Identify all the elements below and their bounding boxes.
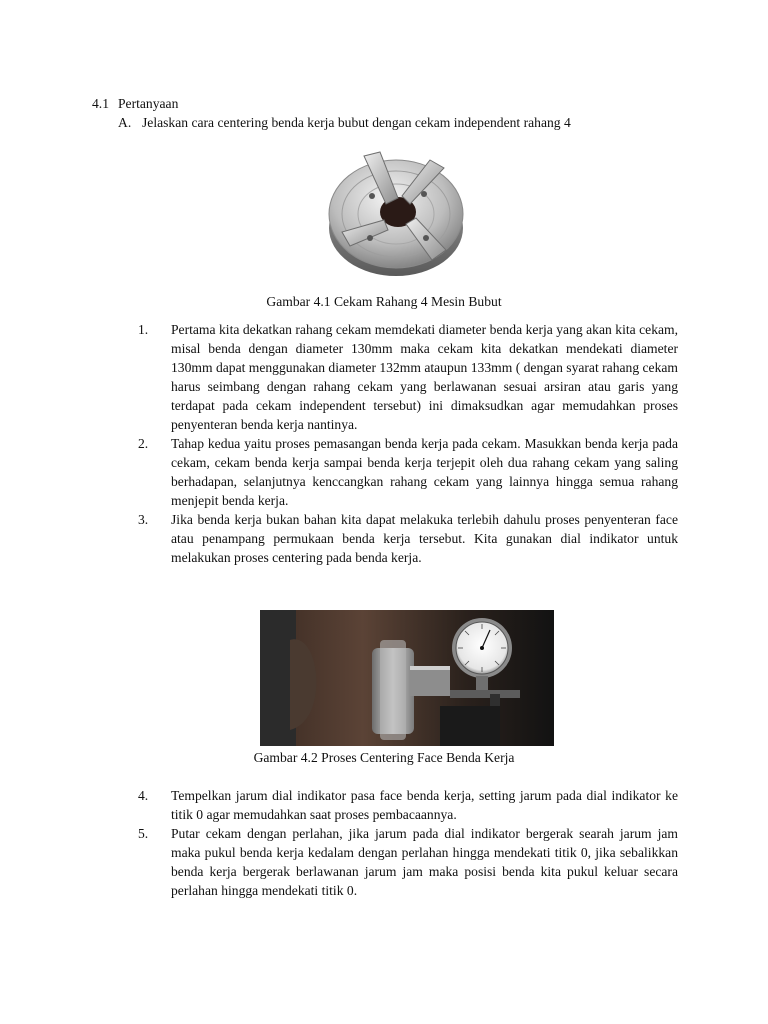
- list-number: 2.: [138, 436, 149, 451]
- list-text: Pertama kita dekatkan rahang cekam memdekati diameter benda kerja yang akan kita cekam, misal benda dengan diameter 130mm maka cekam kita dekatkan mendekati diameter 130mm dapat menggunakan diameter 132mm ataupun 133mm ( dengan syarat rahang cekam harus seimbang dengan rahang cekam yang berlawanan sesuai arsiran atau garis yang terdapat pada cekam independent tersebut) ini dimaksudkan agar memudahkan proses penyenteran benda kerja nantinya.: [171, 322, 678, 432]
- list-number: 1.: [138, 322, 149, 337]
- steps-list-2: [138, 786, 678, 900]
- list-text: Tahap kedua yaitu proses pemasangan benda kerja pada cekam. Masukkan benda kerja pada cekam, cekam benda kerja sampai benda kerja terjepit oleh dua rahang cekam yang saling berhadapan, selanjutnya kenccangkan rahang cekam yang lainnya hingga semua rahang menjepit benda kerja.: [171, 436, 678, 508]
- centering-photo: [260, 610, 554, 746]
- list-number: 3.: [138, 512, 149, 527]
- chuck-drawing: [326, 142, 466, 280]
- list-item: [138, 510, 678, 567]
- section-number: 4.1: [92, 96, 109, 111]
- list-number: 5.: [138, 826, 149, 841]
- question-letter: A.: [118, 115, 132, 130]
- chuck-image: [326, 142, 466, 280]
- list-item: [138, 320, 678, 434]
- list-item: [138, 434, 678, 510]
- steps-list-1: [138, 320, 678, 567]
- section-title: Pertanyaan: [118, 96, 179, 111]
- list-item: [138, 824, 678, 900]
- figure-2-caption: Gambar 4.2 Proses Centering Face Benda Kerja: [253, 750, 515, 765]
- section-heading: [92, 94, 178, 113]
- list-text: Tempelkan jarum dial indikator pasa face benda kerja, setting jarum pada dial indikator ke titik 0 agar memudahkan saat proses pembacaannya.: [171, 788, 678, 822]
- list-item: [138, 786, 678, 824]
- centering-drawing: [260, 610, 554, 746]
- question-text: Jelaskan cara centering benda kerja bubut dengan cekam independent rahang 4: [142, 115, 571, 130]
- list-text: Putar cekam dengan perlahan, jika jarum pada dial indikator bergerak searah jarum jam maka pukul benda kerja kedalam dengan perlahan hingga mendekati titik 0, jika sebalikkan benda kerja bergerak berlawanan jarum jam maka posisi benda kita pukul keluar secara perlahan hingga mendekati titik 0.: [171, 826, 678, 898]
- list-number: 4.: [138, 788, 149, 803]
- list-text: Jika benda kerja bukan bahan kita dapat melakuka terlebih dahulu proses penyenteran face atau penampang permukaan benda kerja tersebut. Kita gunakan dial indikator untuk melakukan proses centering pada benda kerja.: [171, 512, 678, 565]
- question-heading: [118, 113, 571, 132]
- figure-1-caption: Gambar 4.1 Cekam Rahang 4 Mesin Bubut: [266, 294, 502, 309]
